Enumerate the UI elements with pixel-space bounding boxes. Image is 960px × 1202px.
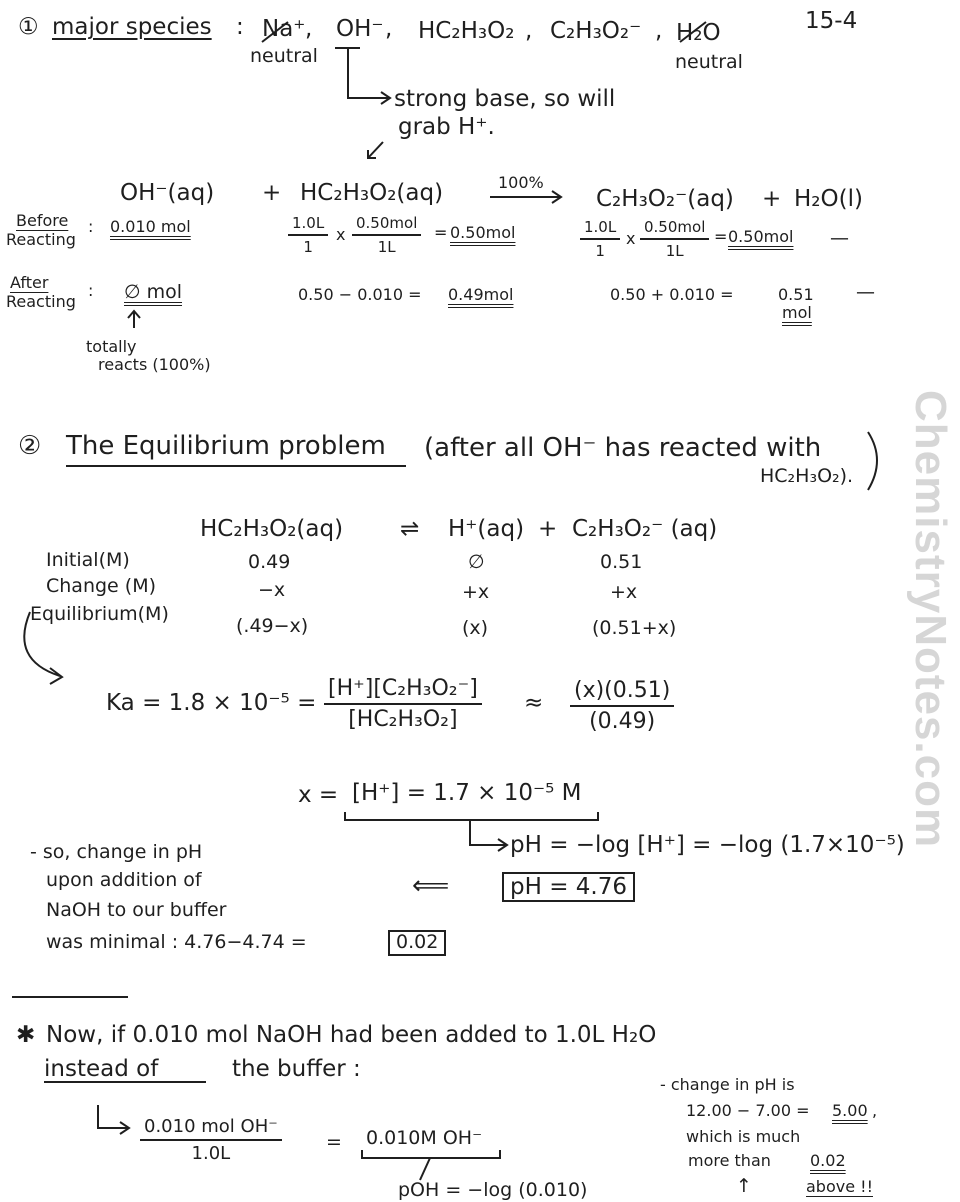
before-base-frac2: 0.50mol 1L (640, 218, 709, 260)
eq-arrow: ⇌ (400, 516, 420, 542)
ice-acid-initial: 0.49 (248, 551, 291, 573)
before-colon: : (88, 217, 94, 236)
after-acid-calc: 0.50 − 0.010 = (298, 285, 422, 304)
side-note-3: which is much (686, 1127, 801, 1146)
after-label-2: Reacting (6, 292, 76, 311)
ice-label-equilibrium: Equilibrium(M) (30, 603, 169, 625)
ka-lhs: Ka = 1.8 × 10⁻⁵ = (106, 690, 317, 716)
side-note-5: above !! (806, 1177, 873, 1196)
part2-heading-note-2: HC₂H₃O₂). (760, 465, 854, 487)
part1-heading: major species (52, 14, 212, 40)
ph-expression: pH = −log [H⁺] = −log (1.7×10⁻⁵) (510, 832, 905, 858)
ka-fraction: $\frac{\text{[H⁺][C₂H₃O₂⁻]}}{\text{[HC₂H₃O₂]}}$ (324, 676, 482, 732)
before-oh: 0.010 mol (110, 217, 191, 236)
ice-base-initial: 0.51 (600, 551, 643, 573)
before-label-1: Before (16, 211, 69, 230)
watermark: ChemistryNotes.com (906, 390, 955, 849)
part3-line-2-rest: the buffer : (232, 1056, 361, 1082)
up-arrow-icon: ↑ (736, 1175, 752, 1197)
plus-2: + (762, 186, 782, 212)
side-note-2-pre: 12.00 − 7.00 = (686, 1101, 810, 1120)
after-water: — (856, 281, 875, 303)
eq-acid: HC₂H₃O₂(aq) (200, 516, 344, 542)
h2o-note: neutral (675, 51, 743, 73)
comma-2: , (385, 16, 393, 42)
up-arrow-small (128, 311, 140, 328)
comma-1: , (305, 16, 313, 42)
before-label-2: Reacting (6, 230, 76, 249)
before-acid-frac1: $\frac{1.0L}{1}$ (288, 214, 328, 256)
conclusion-line-1: - so, change in pH (30, 841, 203, 863)
na-note: neutral (250, 45, 318, 67)
part1-colon: : (236, 14, 244, 40)
ice-h-initial: ∅ (468, 551, 485, 573)
after-base-calc: 0.50 + 0.010 = (610, 285, 734, 304)
product-acetate: C₂H₃O₂⁻(aq) (596, 186, 734, 212)
ice-acid-eq: (.49−x) (236, 615, 309, 637)
times-1: x (336, 225, 346, 244)
species-acid: HC₂H₃O₂ (418, 18, 515, 44)
species-na: Na⁺ (262, 16, 306, 42)
x-prefix: x = (298, 782, 339, 808)
conclusion-result-box: 0.02 (388, 930, 446, 956)
totally-note-2: reacts (100%) (98, 355, 211, 374)
equals-1: = (434, 223, 448, 242)
conclusion-line-2: upon addition of (46, 869, 202, 891)
oh-note-line2: grab H⁺. (398, 114, 495, 140)
down-left-arrow (368, 142, 383, 158)
plus-1: + (262, 180, 282, 206)
after-colon: : (88, 281, 94, 300)
part3-equals: = (326, 1131, 342, 1153)
side-note-2-post: , (872, 1101, 878, 1120)
before-water: — (830, 227, 849, 249)
totally-note-1: totally (86, 337, 137, 356)
page-number: 15-4 (805, 8, 858, 34)
part2-heading-note-1: (after all OH⁻ has reacted with (424, 433, 822, 463)
reactant-acid: HC₂H₃O₂(aq) (300, 180, 444, 206)
species-acetate: C₂H₃O₂⁻ (550, 18, 642, 44)
reaction-arrow (490, 191, 561, 203)
after-acid-result: 0.49mol (448, 285, 514, 304)
side-note-4-val: 0.02 (810, 1151, 846, 1170)
part2-marker: ② (18, 431, 42, 461)
before-base-frac1: $\frac{1.0L}{1}$ (580, 218, 620, 260)
side-note-1: - change in pH is (660, 1075, 795, 1094)
oh-note-line1: strong base, so will (394, 86, 616, 112)
ka-approx: ≈ (524, 690, 544, 716)
comma-3: , (525, 18, 533, 44)
oh-concentration-fraction: 0.010 mol OH⁻ 1.0L (140, 1116, 282, 1164)
double-arrow: ⟸ (412, 871, 450, 901)
side-note-4-pre: more than (688, 1151, 771, 1170)
closing-paren (868, 432, 877, 490)
star-marker: ✱ (16, 1022, 36, 1048)
x-value: [H⁺] = 1.7 × 10⁻⁵ M (352, 780, 582, 806)
equals-2: = (714, 227, 728, 246)
ice-acid-change: −x (258, 579, 286, 601)
ka2-fraction: $\frac{(x)(0.51)}{(0.49)}$ (570, 678, 674, 734)
species-oh: OH⁻ (336, 16, 384, 42)
product-water: H₂O(l) (794, 186, 863, 212)
conclusion-line-4: was minimal : 4.76−4.74 = (46, 931, 307, 953)
after-oh: ∅ mol (124, 281, 183, 303)
part3-poh: pOH = −log (0.010) (398, 1179, 588, 1201)
part2-heading: The Equilibrium problem (66, 431, 386, 461)
ph-result-box: pH = 4.76 (502, 872, 635, 902)
part1-marker: ① (18, 14, 39, 40)
reactant-oh: OH⁻(aq) (120, 180, 215, 206)
ice-label-change: Change (M) (46, 575, 157, 597)
part3-instead-of: instead of (44, 1056, 159, 1082)
eq-plus: + (538, 516, 558, 542)
after-label-1: After (10, 273, 49, 292)
times-2: x (626, 229, 636, 248)
part3-molarity: 0.010M OH⁻ (366, 1127, 483, 1149)
before-acid-result: 0.50mol (450, 223, 516, 242)
part3-line-1: Now, if 0.010 mol NaOH had been added to 1.0L H₂O (46, 1022, 657, 1048)
before-base-result: 0.50mol (728, 227, 794, 246)
ice-h-eq: (x) (462, 617, 489, 639)
after-base-result-2: mol (782, 303, 812, 322)
ice-base-eq: (0.51+x) (592, 617, 677, 639)
species-water: H₂O (676, 20, 721, 46)
oh-bracket (335, 48, 388, 98)
eq-h: H⁺(aq) (448, 516, 525, 542)
after-base-result-1: 0.51 (778, 285, 814, 304)
eq-base: C₂H₃O₂⁻ (aq) (572, 516, 718, 542)
comma-4: , (655, 18, 663, 44)
before-acid-frac2: 0.50mol 1L (352, 214, 421, 256)
conclusion-line-3: NaOH to our buffer (46, 899, 227, 921)
ice-h-change: +x (462, 581, 490, 603)
side-note-2-val: 5.00 (832, 1101, 868, 1120)
ice-base-change: +x (610, 581, 638, 603)
ice-label-initial: Initial(M) (46, 549, 130, 571)
arrow-label: 100% (498, 173, 544, 192)
